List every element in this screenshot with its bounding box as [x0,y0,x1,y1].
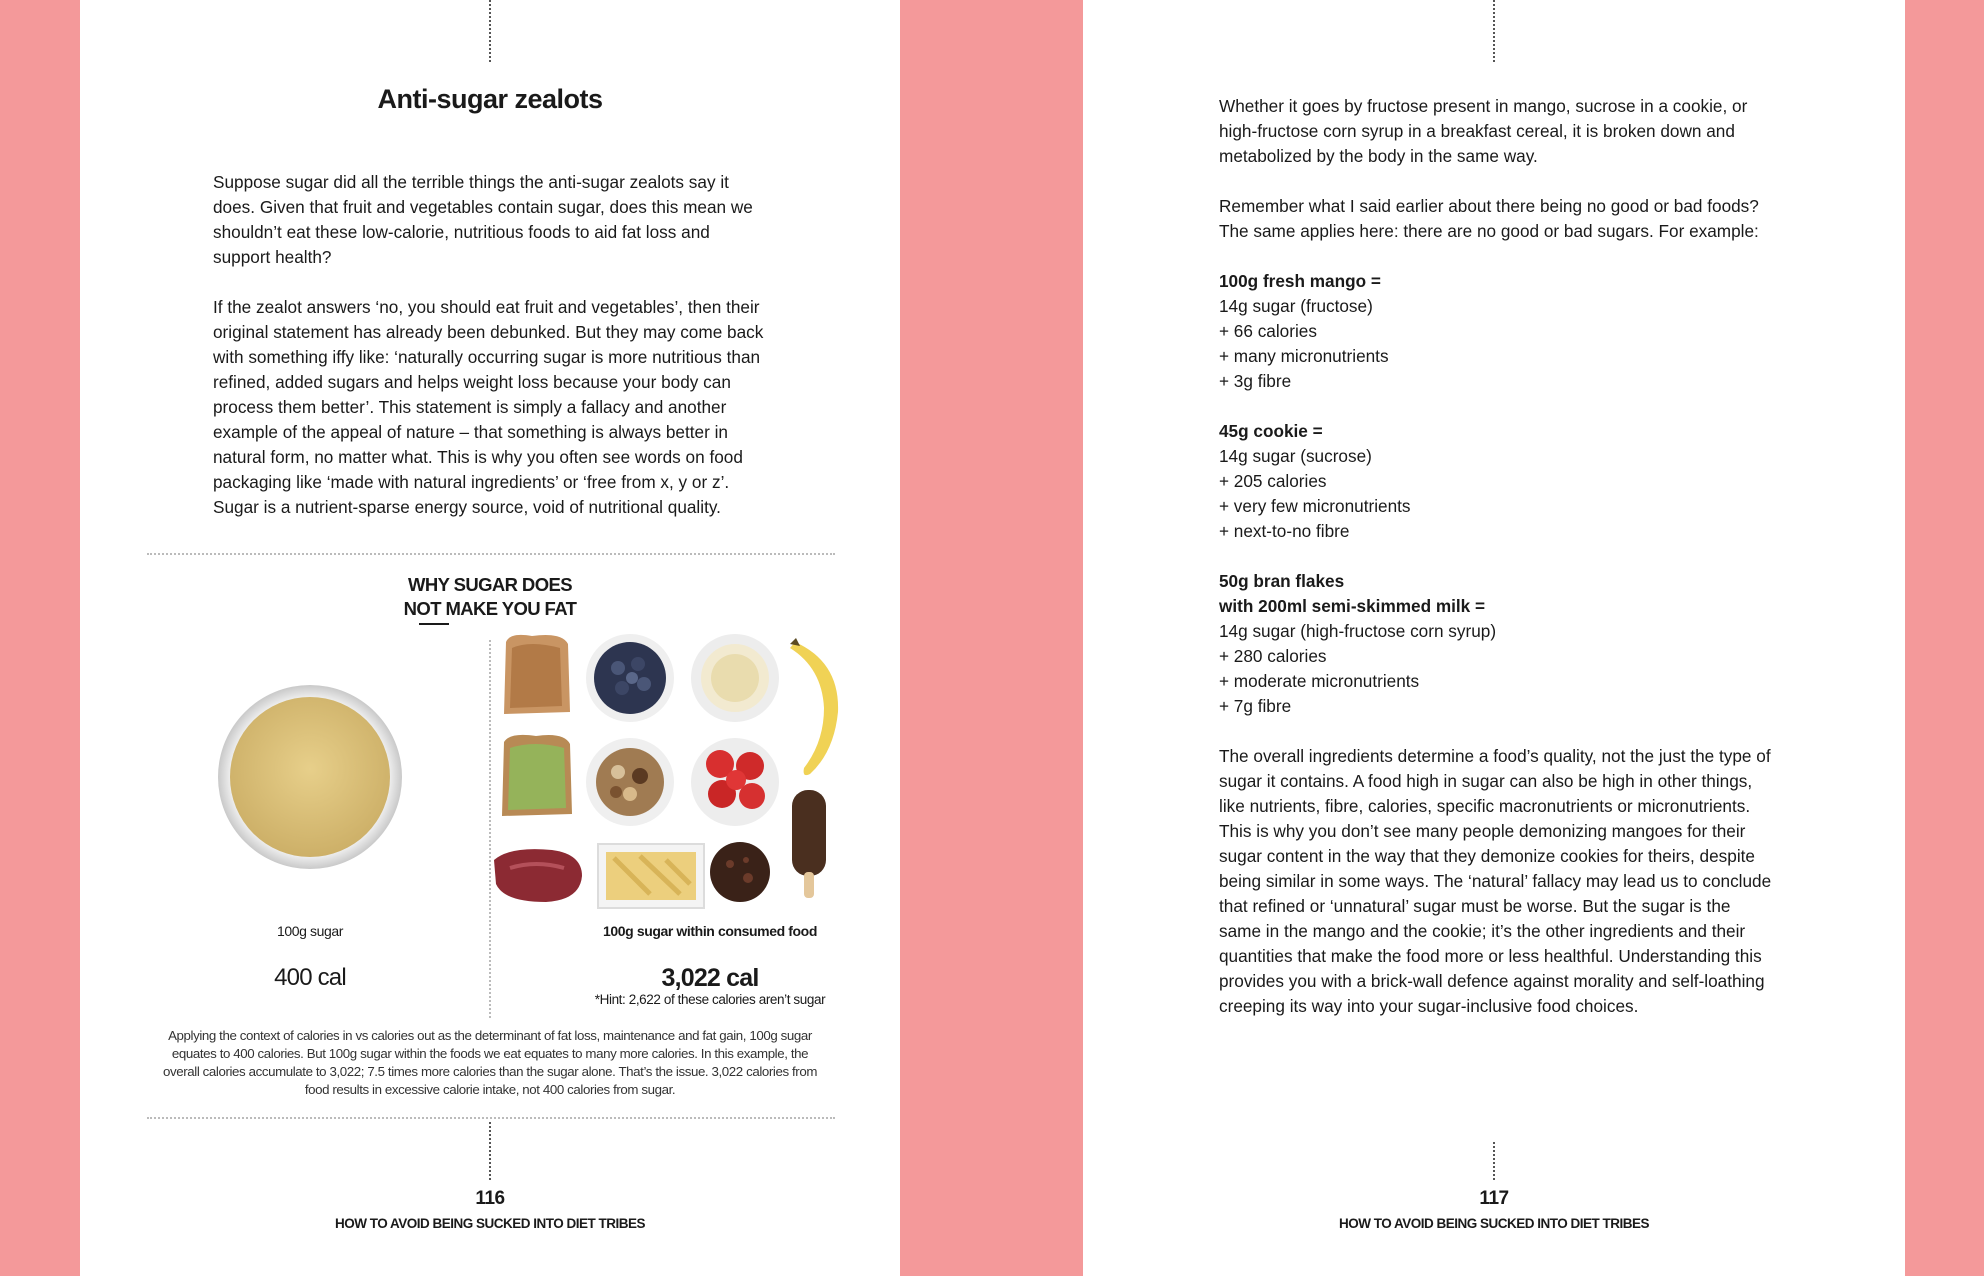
page-number: 117 [1479,1188,1509,1209]
top-dotted-line [1493,0,1495,62]
food-line: + 280 calories [1219,646,1327,666]
mixed-nuts-bowl-image [586,738,674,826]
food-line: + moderate micronutrients [1219,671,1420,691]
running-footer-title: HOW TO AVOID BEING SUCKED INTO DIET TRIBES [334,1216,646,1231]
running-footer-title: HOW TO AVOID BEING SUCKED INTO DIET TRIBES [1338,1216,1650,1231]
food-line: + 205 calories [1219,471,1327,491]
paragraph: The overall ingredients determine a food’s quality, not the just the type of sugar it contains. A food high in sugar can also be high in other things, like nutrients, fibre, calories, specific macronutrients or micronutrients. This is why you don’t see many people demonizing mangoes for their sugar content in the way that they demonize cookies for theirs, despite being similar in some ways. The ‘natural’ fallacy may lead us to conclude that refined or ‘unnatural’ sugar must be worse. But the sugar is the same in the mango and the cookie; it’s the other ingredients and their quantities that make the food more or less healthful. Understanding this provides you with a brick-wall defence against morality and self-loathing creeping its way into your sugar-inclusive food choices. [1219,746,1772,1016]
sugar-bowl-image [215,682,405,872]
food-heading: 100g fresh mango = [1219,271,1381,291]
foods-image-collage [490,632,950,912]
steak-image [494,849,582,902]
food-line: + 66 calories [1219,321,1317,341]
strawberries-bowl-image [691,738,779,826]
grated-cheese-bowl-image [691,634,779,722]
food-line: 14g sugar (sucrose) [1219,446,1372,466]
peanut-butter-toast-image [504,635,570,714]
bottom-dotted-line [1493,1142,1495,1180]
food-label: 100g sugar within consumed food [603,923,817,939]
left-body-text [213,170,769,520]
blueberries-bowl-image [586,634,674,722]
infographic-title [80,573,900,621]
food-heading: 45g cookie = [1219,421,1323,441]
infographic-top-divider [147,553,835,555]
paragraph: If the zealot answers ‘no, you should eat fruit and vegetables’, then their original statement has already been debunked. But they may come back with something iffy like: ‘naturally occurring sugar is more nutritious than refined, added sugars and helps weight loss because your body can process them better’. This statement is simply a fallacy and another example of the appeal of nature – that something is always better in natural form, no matter what. This is why you often see words on food packaging like ‘made with natural ingredients’ or ‘free from x, y or z’. Sugar is a nutrient-sparse energy source, void of nutritional quality. [213,297,764,517]
food-example-cookie [1219,419,1775,544]
sugar-label: 100g sugar [276,923,344,939]
food-line: + next-to-no fibre [1219,521,1350,541]
food-line: + 7g fibre [1219,696,1292,716]
right-body-text [1219,94,1775,1019]
food-example-bran-flakes [1219,569,1775,719]
page-number: 116 [475,1188,505,1209]
avocado-toast-image [502,735,572,816]
food-heading: with 200ml semi-skimmed milk = [1219,596,1486,616]
right-page [1083,0,1905,1276]
paragraph: Suppose sugar did all the terrible things the anti-sugar zealots say it does. Given that fruit and vegetables contain sugar, does this mean we shouldn’t eat these low-calorie, nutritious foods to aid fat loss and support health? [213,172,753,267]
chocolate-cookie-image [710,842,770,902]
chips-image [598,844,704,908]
food-line: + very few micronutrients [1219,496,1411,516]
banana-image [790,638,838,775]
food-heading: 50g bran flakes [1219,571,1345,591]
paragraph: Whether it goes by fructose present in mango, sucrose in a cookie, or high-fructose corn syrup in a breakfast cereal, it is broken down and metabolized by the body in the same way. [1219,96,1748,166]
food-example-mango [1219,269,1775,394]
food-calories: 3,022 cal [661,964,759,992]
sugar-calories: 400 cal [274,964,346,991]
infographic-caption: Applying the context of calories in vs calories out as the determinant of fat loss, maintenance and fat gain, 100g sugar equates to 400 calories. But 100g sugar within the foods we eat equates to many more calories. In this example, the overall calories accumulate to 3,022; 7.5 times more calories than the sugar alone. That’s the issue. 3,022 calories from food results in excessive calorie intake, not 400 calories from sugar. [163,1028,817,1097]
infographic-bottom-divider [147,1117,835,1119]
paragraph: Remember what I said earlier about there being no good or bad foods? The same applies here: there are no good or bad sugars. For example: [1219,196,1759,241]
infographic-title-line: NOT MAKE YOU FAT [403,598,577,619]
hint-text: *Hint: 2,622 of these calories aren’t sugar [594,992,826,1007]
top-dotted-line [489,0,491,62]
infographic-title-underline [419,623,449,625]
food-line: + many micronutrients [1219,346,1389,366]
infographic-title-line: WHY SUGAR DOES [408,574,572,595]
food-line: + 3g fibre [1219,371,1292,391]
food-line: 14g sugar (fructose) [1219,296,1373,316]
bottom-dotted-line [489,1122,491,1180]
left-page [80,0,900,1276]
food-line: 14g sugar (high-fructose corn syrup) [1219,621,1497,641]
chocolate-ice-cream-bar-image [792,790,826,898]
page-title: Anti-sugar zealots [377,84,603,114]
